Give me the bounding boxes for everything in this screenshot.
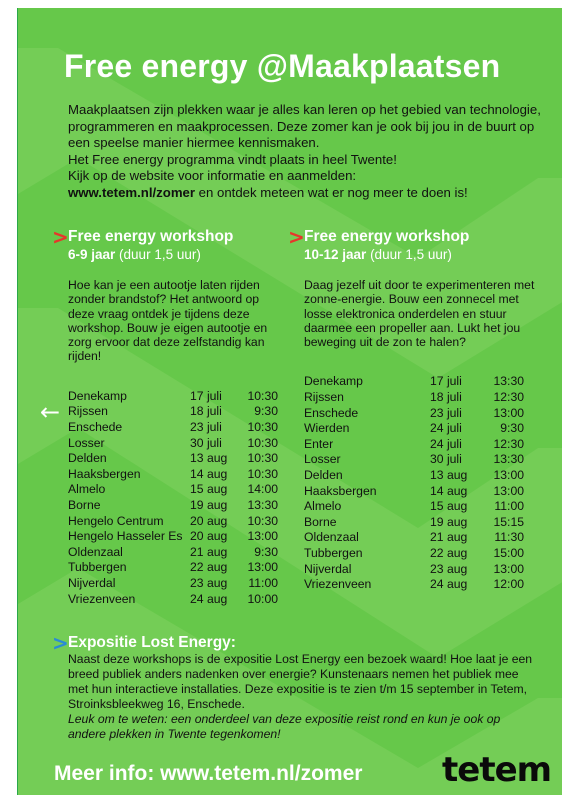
intro-line-location: Het Free energy programma vindt plaats in heel Twente! (68, 151, 397, 167)
schedule-date: 19 aug (430, 514, 468, 529)
intro-line-website: Kijk op de website voor informatie en aanmelden: (68, 168, 357, 183)
schedule-row (304, 421, 540, 437)
schedule-place: Borne (304, 514, 337, 529)
schedule-time: 13:00 (493, 483, 524, 498)
schedule-date: 22 aug (190, 560, 228, 575)
schedule-row (304, 468, 540, 484)
schedule-date: 30 juli (430, 452, 462, 467)
intro-line-link (68, 185, 548, 202)
age-range: 10-12 jaar (304, 247, 367, 262)
schedule-date: 23 juli (190, 419, 222, 434)
exhibition-note: Leuk om te weten: een onderdeel van deze expositie reist rond en kun je ook op andere plekken in Twente tegenkomen! (68, 712, 501, 741)
schedule-date: 24 juli (430, 421, 462, 436)
schedule-row (68, 592, 284, 608)
schedule-time: 9:30 (254, 544, 278, 559)
schedule-time: 9:30 (500, 421, 524, 436)
duration: (duur 1,5 uur) (366, 247, 452, 262)
workshop-age (304, 246, 540, 264)
schedule-time: 11:00 (248, 575, 278, 590)
schedule-time: 11:00 (494, 499, 524, 514)
schedule-place: Borne (68, 497, 101, 512)
workshop-age (68, 246, 284, 264)
schedule-date: 15 aug (430, 499, 468, 514)
schedule-date: 24 juli (430, 436, 462, 451)
schedule-row (304, 515, 540, 531)
schedule-date: 20 aug (190, 529, 228, 544)
schedule-time: 12:00 (493, 577, 524, 592)
schedule-time: 10:30 (247, 451, 278, 466)
arrow-left-icon[interactable]: ← (40, 398, 61, 426)
intro-line-end: en ontdek meteen wat er nog meer te doen is! (195, 184, 468, 200)
schedule-row (68, 514, 284, 530)
schedule-row (304, 546, 540, 562)
schedule-row (304, 530, 540, 546)
schedule-time: 10:30 (247, 435, 278, 450)
schedule-time: 13:00 (247, 560, 278, 575)
schedule-place: Enschede (304, 405, 359, 420)
schedule-row (68, 576, 284, 592)
schedule-place: Vriezenveen (68, 591, 136, 606)
schedule-row (304, 499, 540, 515)
schedule-date: 24 aug (190, 591, 228, 606)
schedule-place: Delden (304, 468, 343, 483)
schedule-place: Denekamp (68, 388, 127, 403)
schedule-time: 10:00 (247, 591, 278, 606)
schedule-time: 13:00 (493, 561, 524, 576)
schedule-row (68, 404, 284, 420)
schedule-date: 14 aug (430, 483, 468, 498)
schedule-time: 10:30 (247, 466, 278, 481)
duration: (duur 1,5 uur) (115, 247, 201, 262)
page-title: Free energy @Maakplaatsen (64, 48, 501, 84)
schedule-place: Haaksbergen (68, 466, 141, 481)
schedule-date: 24 aug (430, 577, 468, 592)
schedule-row (304, 374, 540, 390)
schedule-date: 22 aug (430, 546, 468, 561)
schedule-time: 15:00 (493, 546, 524, 561)
schedule-table (290, 374, 540, 592)
schedule-row (304, 406, 540, 422)
schedule-row (68, 529, 284, 545)
schedule-date: 18 juli (190, 404, 222, 419)
schedule-time: 14:00 (247, 482, 278, 497)
workshop-header (52, 225, 284, 264)
schedule-place: Delden (68, 451, 107, 466)
schedule-place: Losser (68, 435, 105, 450)
workshop-header (288, 225, 540, 264)
schedule-place: Oldenzaal (68, 544, 123, 559)
schedule-place: Hengelo Centrum (68, 513, 164, 528)
schedule-date: 13 aug (430, 468, 468, 483)
workshop-title: Free energy workshop (304, 228, 470, 245)
schedule-time: 13:30 (493, 374, 524, 389)
schedule-place: Vriezenveen (304, 577, 372, 592)
schedule-time: 12:30 (493, 390, 524, 405)
intro-paragraph: Maakplaatsen zijn plekken waar je alles kan leren op het gebied van technologie, programmeren en maakprocessen. Deze zomer kan je ook bij jou in de buurt op een speelse manier hiermee kennismaken. (68, 102, 541, 150)
schedule-time: 10:30 (247, 388, 278, 403)
age-range: 6-9 jaar (68, 247, 116, 262)
schedule-time: 13:00 (493, 468, 524, 483)
schedule-row (304, 577, 540, 593)
schedule-date: 21 aug (190, 544, 228, 559)
schedule-date: 14 aug (190, 466, 228, 481)
exhibition-section (52, 631, 534, 742)
red-arrow-icon: > (288, 225, 305, 249)
schedule-time: 13:30 (493, 452, 524, 467)
workshop-description: Daag jezelf uit door te experimenteren met zonne-energie. Bouw een zonnecel met losse elektronica onderdelen en stuur daarmee een propeller aan. Lukt het jou beweging uit de zon te halen? (304, 278, 535, 350)
schedule-row (68, 436, 284, 452)
schedule-table (54, 389, 284, 607)
schedule-row (304, 390, 540, 406)
workshop-column-older (288, 225, 540, 593)
footer-info[interactable]: Meer info: www.tetem.nl/zomer (54, 762, 363, 785)
schedule-time: 11:30 (494, 530, 524, 545)
schedule-row (304, 452, 540, 468)
schedule-row (304, 562, 540, 578)
website-link[interactable]: www.tetem.nl/zomer (68, 184, 196, 200)
schedule-place: Enschede (68, 419, 123, 434)
schedule-place: Nijverdal (304, 561, 352, 576)
schedule-place: Almelo (68, 482, 106, 497)
red-arrow-icon: > (52, 225, 69, 249)
schedule-row (68, 420, 284, 436)
schedule-place: Rijssen (68, 404, 108, 419)
schedule-row (68, 467, 284, 483)
exhibition-text (54, 652, 534, 742)
schedule-date: 20 aug (190, 513, 228, 528)
schedule-place: Rijssen (304, 390, 344, 405)
exhibition-description: Naast deze workshops is de expositie Lost Energy een bezoek waard! Hoe laat je een breed publiek anders nadenken over energie? Kunstenaars nemen het publiek mee met hun interactieve installaties. Deze expositie is te zien t/m 15 september in Tetem, Stroinksbleekweg 16, Enschede. (68, 652, 533, 711)
schedule-place: Almelo (304, 499, 342, 514)
schedule-date: 13 aug (190, 451, 228, 466)
schedule-time: 12:30 (493, 436, 524, 451)
schedule-row (68, 482, 284, 498)
schedule-row (304, 484, 540, 500)
schedule-date: 23 aug (190, 575, 228, 590)
schedule-place: Tubbergen (68, 560, 127, 575)
schedule-date: 15 aug (190, 482, 228, 497)
workshop-title: Free energy workshop (68, 228, 234, 245)
schedule-place: Nijverdal (68, 575, 116, 590)
schedule-row (68, 560, 284, 576)
schedule-date: 19 aug (190, 497, 228, 512)
schedule-date: 18 juli (430, 390, 462, 405)
schedule-row (68, 451, 284, 467)
workshop-column-young (52, 225, 284, 607)
schedule-place: Denekamp (304, 374, 363, 389)
schedule-time: 13:00 (247, 529, 278, 544)
schedule-row (68, 498, 284, 514)
schedule-time: 13:30 (247, 497, 278, 512)
schedule-time: 15:15 (493, 514, 524, 529)
schedule-date: 17 juli (190, 388, 222, 403)
schedule-row (68, 389, 284, 405)
schedule-time: 10:30 (247, 513, 278, 528)
schedule-date: 21 aug (430, 530, 468, 545)
exhibition-title: Expositie Lost Energy: (68, 634, 236, 651)
schedule-place: Hengelo Hasseler Es (68, 529, 183, 544)
workshop-description: Hoe kan je een autootje laten rijden zonder brandstof? Het antwoord op deze vraag ontdek je tijdens deze workshop. Bouw je eigen autootje en zorg ervoor dat deze zelfstandig kan rijden! (68, 278, 268, 364)
schedule-place: Wierden (304, 421, 350, 436)
schedule-date: 23 aug (430, 561, 468, 576)
schedule-row (304, 437, 540, 453)
schedule-place: Losser (304, 452, 341, 467)
schedule-date: 23 juli (430, 405, 462, 420)
schedule-time: 10:30 (247, 419, 278, 434)
intro-text (68, 102, 548, 201)
tetem-logo: tetem (442, 750, 552, 790)
flyer (18, 8, 562, 795)
schedule-place: Enter (304, 436, 334, 451)
top-frame (0, 0, 578, 8)
schedule-time: 13:00 (493, 405, 524, 420)
blue-arrow-icon: > (52, 631, 69, 655)
schedule-time: 9:30 (254, 404, 278, 419)
schedule-place: Haaksbergen (304, 483, 377, 498)
schedule-date: 30 juli (190, 435, 222, 450)
schedule-date: 17 juli (430, 374, 462, 389)
schedule-place: Tubbergen (304, 546, 363, 561)
schedule-place: Oldenzaal (304, 530, 359, 545)
schedule-row (68, 545, 284, 561)
